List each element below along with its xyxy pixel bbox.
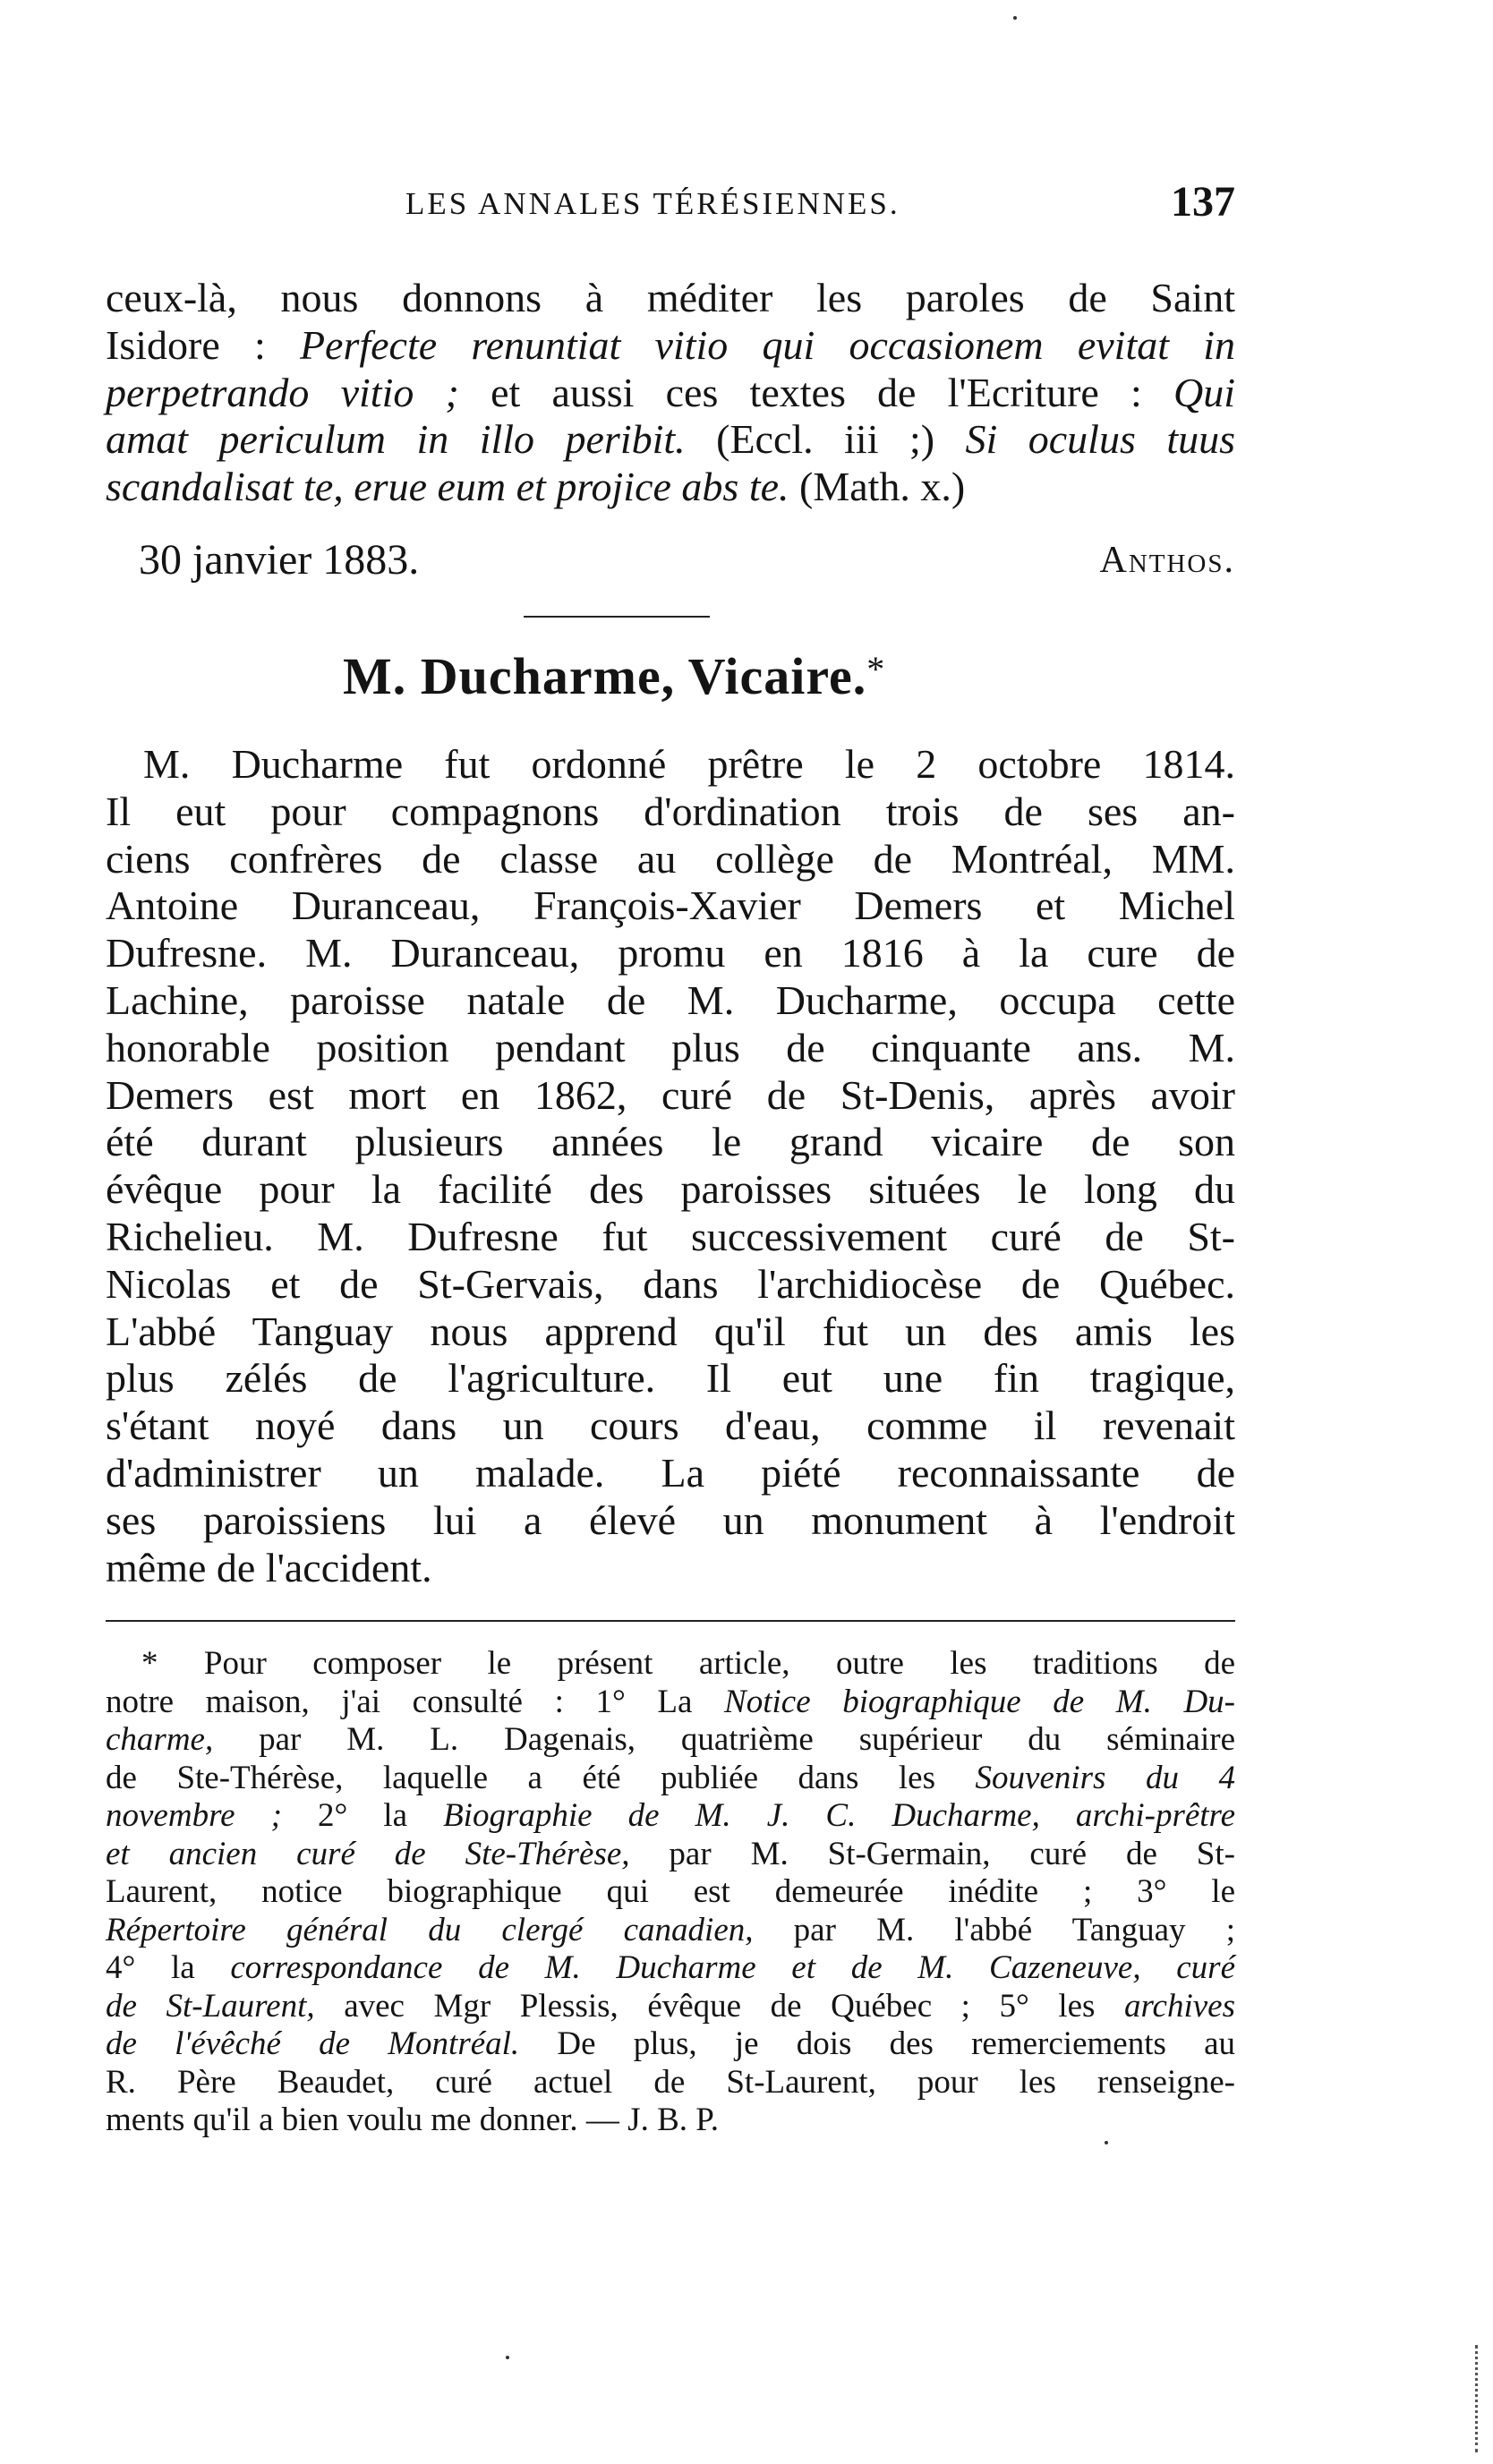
work-title: correspondance de M. Ducharme et de M. Cazeneuve, curé (230, 1949, 1235, 1986)
text-line: ses paroissiens lui a élevé un monument à l'endroit (106, 1496, 1235, 1543)
work-title: Notice biographique de M. Du- (724, 1683, 1235, 1720)
footnote-line (106, 1912, 1235, 1950)
text-line: été durant plusieurs années le grand vicaire de son (106, 1119, 1235, 1165)
text-line: évêque pour la facilité des paroisses situées le long du (106, 1166, 1235, 1213)
text-line: ceux-là, nous donnons à méditer les paroles de Saint (106, 275, 1235, 320)
latin-quote: amat periculum in illo peribit. (106, 416, 686, 463)
section-title: M. Ducharme, Vicaire. (343, 647, 867, 705)
work-title: novembre ; (106, 1797, 282, 1834)
footnote-divider (106, 1620, 1235, 1622)
text-line (106, 464, 1235, 511)
text-line: d'administrer un malade. La piété reconnaissante de (106, 1449, 1235, 1496)
text-line: Richelieu. M. Dufresne fut successivement curé de St- (106, 1213, 1235, 1259)
scan-speck (1013, 16, 1017, 20)
text-span: de Ste-Thérèse, laquelle a été publiée dans les (106, 1759, 976, 1796)
footnote-line (106, 1684, 1235, 1722)
footnote-line (106, 1721, 1235, 1760)
text-span: par M. St-Germain, curé de St- (629, 1835, 1235, 1872)
text-span: De plus, je dois des remerciements au (519, 2025, 1236, 2062)
footnote-line: ments qu'il a bien voulu me donner. — J. B. P. (106, 2102, 719, 2138)
section-heading (343, 646, 885, 706)
signature-date: 30 janvier 1883. (139, 536, 420, 584)
article-paragraph (106, 741, 1235, 1591)
work-title: archives (1124, 1987, 1235, 2025)
page-edge-marks (1475, 2345, 1481, 2452)
signature-author: Anthos. (1099, 540, 1235, 581)
text-line: Antoine Duranceau, François-Xavier Demers et Michel (106, 882, 1235, 929)
intro-paragraph (106, 275, 1235, 511)
text-line (106, 416, 1235, 464)
footnote-line (106, 1988, 1235, 2026)
text-span: avec Mgr Plessis, évêque de Québec ; 5° les (314, 1987, 1124, 2025)
footnote-line (106, 1760, 1235, 1798)
footnote-line: * Pour composer le présent article, outre les traditions de (141, 1645, 1235, 1682)
scan-speck (1105, 2141, 1108, 2144)
work-title: Souvenirs du 4 (975, 1759, 1235, 1796)
text-line: Il eut pour compagnons d'ordination trois de ses an- (106, 788, 1235, 834)
latin-quote: Perfecte renuntiat vitio qui occasionem evitat in (299, 321, 1236, 368)
text-span: par M. l'abbé Tanguay ; (753, 1911, 1235, 1948)
latin-quote: perpetrando vitio ; (106, 369, 459, 415)
running-title: LES ANNALES TÉRÉSIENNES. (405, 186, 900, 221)
text-line: Lachine, paroisse natale de M. Ducharme, occupa cette (106, 976, 1235, 1023)
text-line (106, 322, 1235, 370)
text-line (106, 370, 1235, 417)
text-line: même de l'accident. (106, 1544, 432, 1590)
work-title: de l'évêché de Montréal. (106, 2025, 520, 2062)
footnote-line (106, 1836, 1235, 1874)
footnote-line (106, 1949, 1235, 1988)
text-span: et aussi ces textes de l'Ecriture : (458, 369, 1173, 415)
text-line: plus zélés de l'agriculture. Il eut une fin tragique, (106, 1355, 1235, 1402)
work-title: de St-Laurent, (106, 1987, 315, 2025)
citation: (Eccl. iii ;) (685, 416, 966, 463)
latin-quote: Qui (1173, 369, 1235, 415)
text-span: 4° la (106, 1949, 231, 1986)
footnote (106, 1645, 1235, 2140)
text-line: Dufresne. M. Duranceau, promu en 1816 à la cure de (106, 930, 1235, 976)
text-line: ciens confrères de classe au collège de Montréal, MM. (106, 835, 1235, 882)
text-line: M. Ducharme fut ordonné prêtre le 2 octobre 1814. (143, 741, 1235, 787)
text-line: honorable position pendant plus de cinquante ans. M. (106, 1024, 1235, 1070)
work-title: et ancien curé de Ste-Thérèse, (106, 1835, 630, 1872)
text-span: Isidore : (106, 321, 300, 368)
text-span: 2° la (281, 1797, 444, 1834)
latin-quote: scandalisat te, erue eum et projice abs te. (106, 464, 789, 510)
footnote-line: R. Père Beaudet, curé actuel de St-Laurent, pour les renseigne- (106, 2063, 1235, 2101)
work-title: Biographie de M. J. C. Ducharme, archi-prêtre (443, 1797, 1235, 1834)
scan-speck (506, 2356, 509, 2359)
text-line: Nicolas et de St-Gervais, dans l'archidiocèse de Québec. (106, 1260, 1235, 1307)
text-span: notre maison, j'ai consulté : 1° La (106, 1683, 725, 1720)
work-title: charme, (106, 1721, 214, 1758)
section-divider (524, 616, 710, 618)
page-number: 137 (1171, 178, 1235, 226)
text-line: L'abbé Tanguay nous apprend qu'il fut un des amis les (106, 1308, 1235, 1354)
footnote-line (106, 1797, 1235, 1836)
latin-quote: Si oculus tuus (965, 416, 1236, 463)
footnote-line: Laurent, notice biographique qui est demeurée inédite ; 3° le (106, 1873, 1235, 1910)
running-header (106, 177, 1235, 231)
text-line: Demers est mort en 1862, curé de St-Denis, après avoir (106, 1071, 1235, 1118)
citation: (Math. x.) (789, 464, 966, 510)
signature-line (139, 535, 1235, 589)
text-span: par M. L. Dagenais, quatrième supérieur du séminaire (213, 1721, 1235, 1758)
footnote-line (106, 2025, 1235, 2064)
work-title: Répertoire général du clergé canadien, (106, 1911, 754, 1948)
footnote-marker: * (866, 649, 886, 689)
text-line: s'étant noyé dans un cours d'eau, comme il revenait (106, 1403, 1235, 1449)
